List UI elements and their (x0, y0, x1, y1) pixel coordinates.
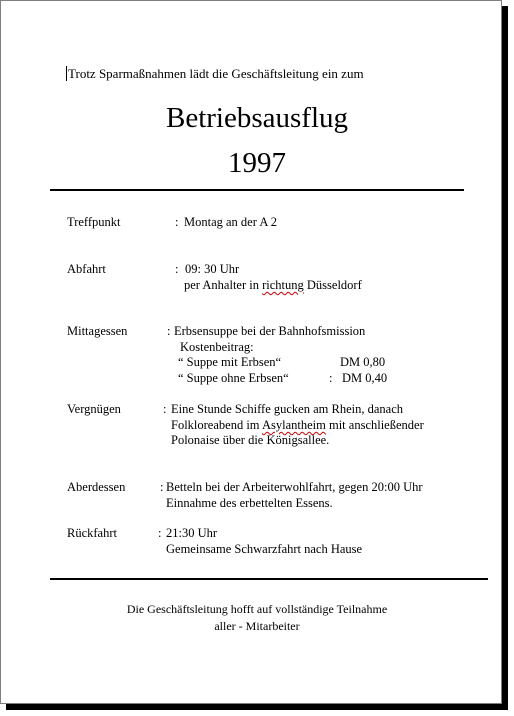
page-shadow-bottom (6, 704, 508, 710)
abfahrt-colon: : (175, 262, 179, 276)
rueckfahrt-time[interactable]: 21:30 Uhr (166, 526, 218, 540)
text-cursor (66, 66, 67, 81)
abfahrt-route[interactable] (184, 278, 362, 293)
mittagessen-price-1[interactable]: DM 0,80 (340, 355, 386, 369)
footer-line-2[interactable]: aller - Mitarbeiter (214, 619, 300, 633)
mittagessen-colon: : (167, 324, 171, 338)
mittagessen-cost-label[interactable]: Kostenbeitrag: (180, 340, 254, 354)
rueckfahrt-label[interactable]: Rückfahrt (67, 526, 117, 540)
mittagessen-price-2[interactable]: DM 0,40 (342, 371, 388, 385)
vergnuegen-line-2[interactable] (171, 418, 424, 433)
mittagessen-label[interactable]: Mittagessen (67, 324, 128, 338)
spellcheck-word: richtung (262, 278, 304, 292)
abfahrt-route-post: Düsseldorf (303, 278, 362, 292)
vergnuegen-label[interactable]: Vergnügen (67, 402, 121, 416)
treffpunkt-colon: : (175, 215, 179, 229)
abfahrt-label[interactable]: Abfahrt (67, 262, 106, 276)
aberdessen-colon: : (160, 480, 164, 494)
intro-text[interactable]: Trotz Sparmaßnahmen lädt die Geschäftsleitung ein zum (68, 66, 364, 81)
vergnuegen-line-2-post: mit anschließender (325, 418, 424, 432)
aberdessen-line-1[interactable]: Betteln bei der Arbeiterwohlfahrt, gegen 20:00 Uhr (166, 480, 423, 494)
mittagessen-price-2-colon: : (329, 371, 333, 385)
footer-line-1[interactable]: Die Geschäftsleitung hofft auf vollständige Teilnahme (126, 602, 388, 616)
treffpunkt-label[interactable]: Treffpunkt (67, 215, 121, 229)
vergnuegen-line-2-pre: Folkloreabend im (171, 418, 262, 432)
aberdessen-line-2[interactable]: Einnahme des erbettelten Essens. (166, 496, 333, 510)
mittagessen-item-2[interactable]: “ Suppe ohne Erbsen“ (178, 371, 289, 385)
abfahrt-route-pre: per Anhalter in (184, 278, 263, 292)
top-divider (50, 189, 464, 191)
treffpunkt-value[interactable]: Montag an der A 2 (184, 215, 278, 229)
vergnuegen-colon: : (163, 402, 167, 416)
bottom-divider (50, 578, 488, 580)
document-title[interactable]: Betriebsausflug (165, 102, 348, 134)
spellcheck-word: Asylantheim (261, 418, 326, 432)
abfahrt-time[interactable]: 09: 30 Uhr (185, 262, 240, 276)
rueckfahrt-line-2[interactable]: Gemeinsame Schwarzfahrt nach Hause (166, 542, 363, 556)
document-year[interactable]: 1997 (228, 147, 286, 179)
mittagessen-item-1[interactable]: “ Suppe mit Erbsen“ (178, 355, 282, 369)
vergnuegen-line-3[interactable]: Polonaise über die Königsallee. (171, 433, 330, 447)
aberdessen-label[interactable]: Aberdessen (67, 480, 126, 494)
rueckfahrt-colon: : (158, 526, 162, 540)
vergnuegen-line-1[interactable]: Eine Stunde Schiffe gucken am Rhein, danach (171, 402, 403, 416)
mittagessen-value[interactable]: Erbsensuppe bei der Bahnhofsmission (174, 324, 366, 338)
